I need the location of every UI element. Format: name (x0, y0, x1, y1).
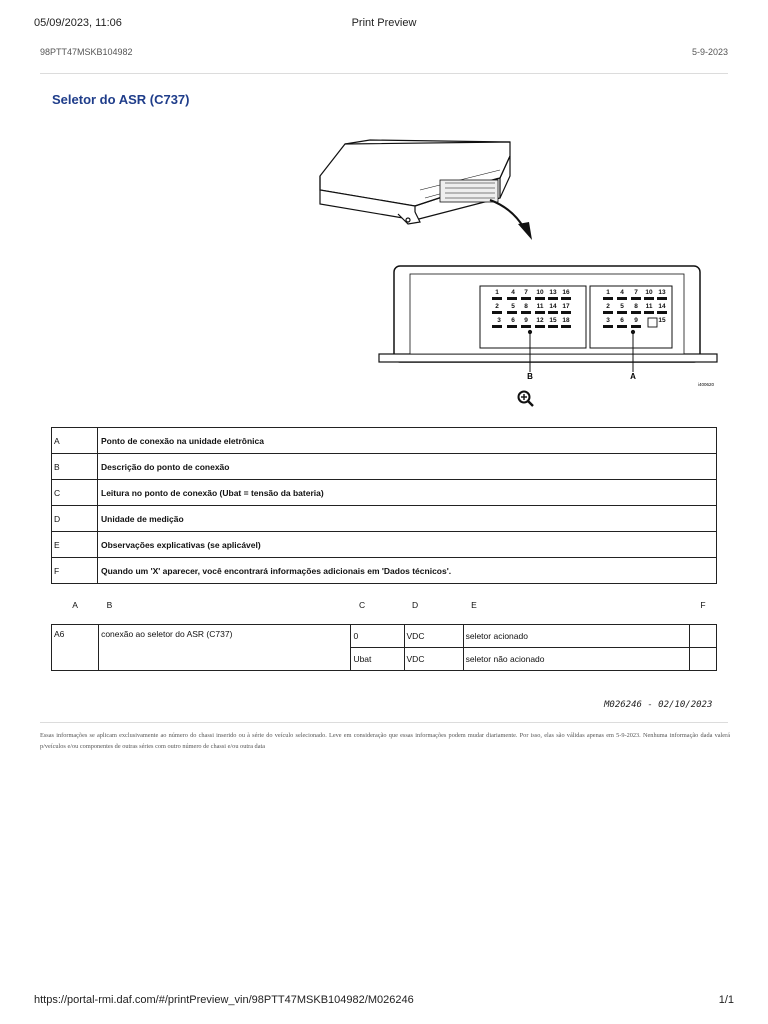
image-code: i400620 (697, 382, 714, 387)
pin-label: 5 (620, 303, 624, 310)
legend-text: Unidade de medição (98, 506, 717, 532)
disclaimer-divider (40, 722, 728, 723)
pin-label: 6 (511, 317, 515, 324)
pin-label: 9 (634, 317, 638, 324)
pin-label: 2 (495, 303, 499, 310)
column-header: F (700, 600, 706, 610)
pin-label: 5 (511, 303, 515, 310)
document-code: M026246 - 02/10/2023 (604, 700, 713, 710)
legend-row (52, 532, 717, 558)
column-header: C (358, 600, 366, 610)
pin-label: 15 (658, 317, 666, 324)
legend-table (51, 427, 717, 584)
pin-label: 8 (634, 303, 638, 310)
legend-key: E (52, 532, 98, 558)
note-cell: seletor acionado (463, 625, 689, 648)
pin-label: 1 (606, 289, 610, 296)
arrow-icon (490, 200, 532, 240)
table-header-row (52, 586, 717, 625)
pin-label: 13 (549, 289, 557, 296)
pin-label: 1 (495, 289, 499, 296)
flag-cell (689, 625, 716, 648)
pin-label: 7 (634, 289, 638, 296)
pin-label: 7 (524, 289, 528, 296)
column-header: D (412, 600, 419, 610)
pin-label: 16 (562, 289, 570, 296)
pin-label: 14 (658, 303, 666, 310)
reading-cell: Ubat (351, 648, 404, 671)
header-divider (40, 73, 728, 74)
connection-point: A6 (52, 625, 99, 671)
legend-text: Ponto de conexão na unidade eletrônica (98, 428, 717, 454)
pin-label: 4 (620, 289, 624, 296)
unit-cell: VDC (404, 625, 463, 648)
legend-key: B (52, 454, 98, 480)
legend-key: A (52, 428, 98, 454)
measurement-table (51, 586, 717, 671)
legend-row (52, 558, 717, 584)
pin-label: 2 (606, 303, 610, 310)
legend-row (52, 480, 717, 506)
legend-text: Descrição do ponto de conexão (98, 454, 717, 480)
legend-key: C (52, 480, 98, 506)
callout-label-b: B (527, 372, 533, 381)
page-number: 1/1 (718, 994, 734, 1006)
pin-label: 4 (511, 289, 515, 296)
pin-label: 12 (536, 317, 544, 324)
legend-key: D (52, 506, 98, 532)
legend-row (52, 454, 717, 480)
legend-key: F (52, 558, 98, 584)
document-date: 5-9-2023 (691, 47, 728, 57)
reading-cell: 0 (351, 625, 404, 648)
print-preview-title: Print Preview (351, 17, 417, 29)
unit-cell: VDC (404, 648, 463, 671)
table-row (52, 625, 717, 648)
pin-label: 11 (536, 303, 544, 310)
pin-label: 15 (549, 317, 557, 324)
flag-cell (689, 648, 716, 671)
pin-label: 9 (524, 317, 528, 324)
column-header: E (471, 600, 477, 610)
pin-label: 6 (620, 317, 624, 324)
column-header: B (106, 600, 113, 610)
pin-label: 10 (536, 289, 544, 296)
zoom-in-icon[interactable] (519, 392, 534, 407)
pin-label: 3 (497, 317, 501, 324)
pin-label: 3 (606, 317, 610, 324)
footer-url[interactable]: https://portal-rmi.daf.com/#/printPreview_vin/98PTT47MSKB104982/M026246 (34, 994, 414, 1006)
note-cell: seletor não acionado (463, 648, 689, 671)
print-datetime: 05/09/2023, 11:06 (34, 17, 122, 29)
legend-row (52, 506, 717, 532)
connection-description: conexão ao seletor do ASR (C737) (99, 625, 351, 671)
pin-label: 8 (524, 303, 528, 310)
disclaimer-text: Essas informações se aplicam exclusivamente ao número do chassi inserido ou à série do veículo selecionado. Leve em consideração que essas informações podem mudar diariamente. Por isso, elas são válidas apenas em 5-9-2023. Nenhuma informação dada valerá p/veículos e/ou componentes de outras séries com outro número de chassi e/ou outra data (40, 732, 730, 750)
legend-text: Observações explicativas (se aplicável) (98, 532, 717, 558)
pin-label: 10 (645, 289, 653, 296)
callout-label-a: A (630, 372, 636, 381)
legend-text: Leitura no ponto de conexão (Ubat = tensão da bateria) (98, 480, 717, 506)
vin-number: 98PTT47MSKB104982 (40, 47, 133, 57)
pin-label: 11 (645, 303, 653, 310)
connector-diagram (300, 128, 740, 413)
ecu-unit-drawing (320, 140, 510, 224)
pin-label: 13 (658, 289, 666, 296)
pin-label: 17 (562, 303, 570, 310)
legend-row (52, 428, 717, 454)
column-header: A (72, 600, 78, 610)
pin-label: 14 (549, 303, 557, 310)
pin-label: 18 (562, 317, 570, 324)
page-title: Seletor do ASR (C737) (52, 92, 190, 107)
legend-text: Quando um 'X' aparecer, você encontrará informações adicionais em 'Dados técnicos'. (98, 558, 717, 584)
